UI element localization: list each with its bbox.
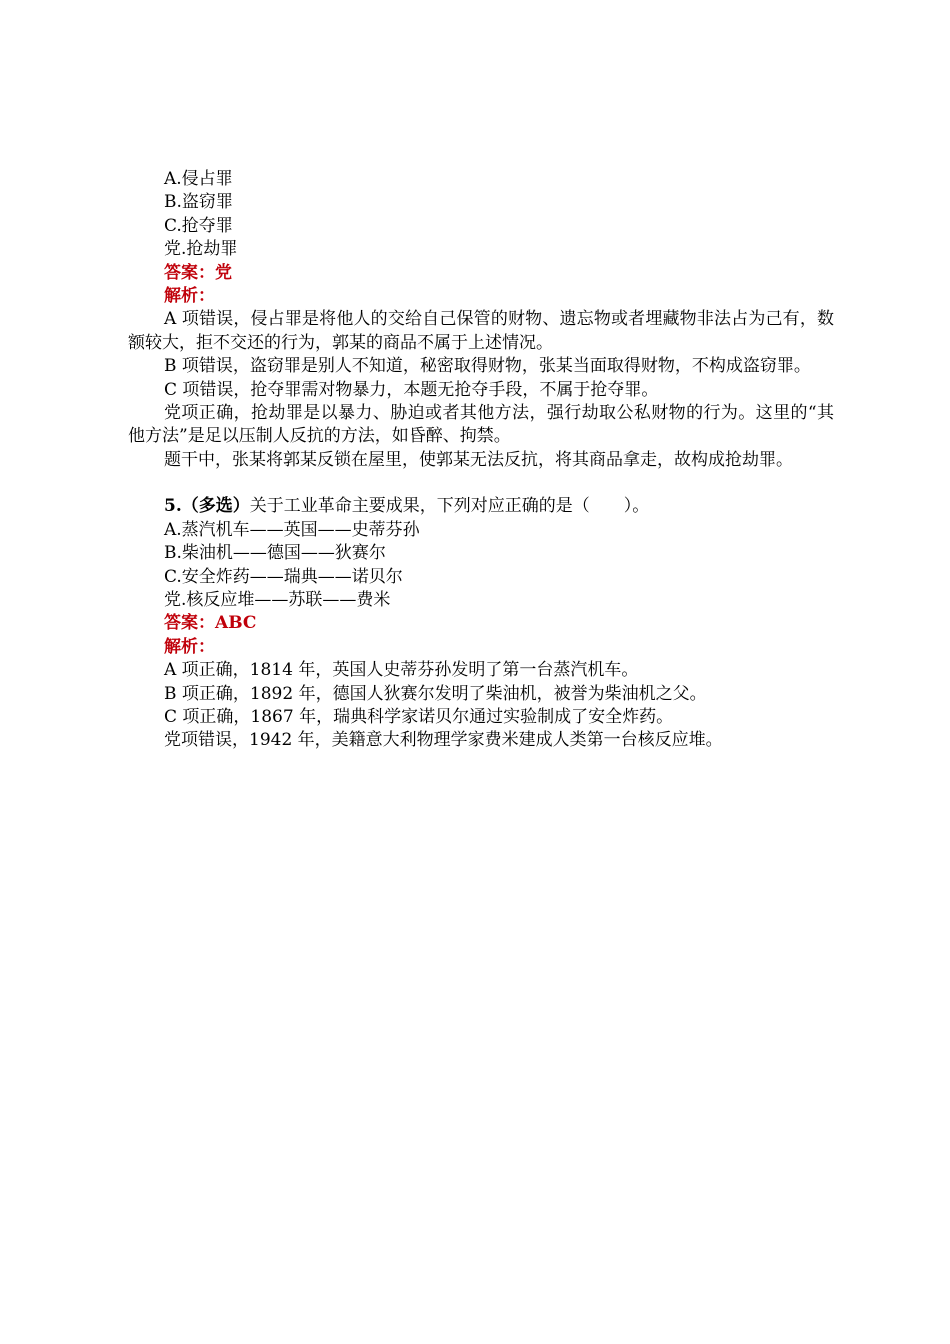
- analysis-line: A 项正确，1814 年，英国人史蒂芬孙发明了第一台蒸汽机车。: [164, 660, 639, 681]
- analysis-paragraph: A 项错误，侵占罪是将他人的交给自己保管的财物、遗忘物或者埋藏物非法占为己有，数额较大，拒不交还的行为，郭某的商品不属于上述情况。: [128, 309, 834, 353]
- option-a: A.蒸汽机车——英国——史蒂芬孙: [164, 519, 420, 540]
- question-5-stem: [128, 495, 834, 518]
- analysis-paragraph: 党项正确，抢劫罪是以暴力、胁迫或者其他方法，强行劫取公私财物的行为。这里的“其他方法”是足以压制人反抗的方法，如昏醉、拘禁。: [128, 403, 834, 447]
- question-4-options: [128, 168, 834, 262]
- analysis-line: B 项正确，1892 年，德国人狄赛尔发明了柴油机，被誉为柴油机之父。: [164, 683, 707, 704]
- analysis-paragraph: C 项错误，抢夺罪需对物暴力，本题无抢夺手段，不属于抢夺罪。: [164, 379, 659, 400]
- question-4-analysis: [128, 308, 834, 472]
- question-5-options: [128, 519, 834, 613]
- analysis-paragraph: B 项错误，盗窃罪是别人不知道，秘密取得财物，张某当面取得财物，不构成盗窃罪。: [164, 356, 811, 377]
- option-d: 党.核反应堆——苏联——费米: [164, 589, 391, 610]
- answer-label: 答案：ABC: [164, 613, 257, 634]
- section-spacer: [128, 472, 834, 495]
- option-c: C.安全炸药——瑞典——诺贝尔: [164, 566, 403, 587]
- option-b: B.盗窃罪: [164, 192, 233, 213]
- option-b: B.柴油机——德国——狄赛尔: [164, 543, 386, 564]
- question-number: 5.（多选）: [164, 496, 250, 517]
- answer-label: 答案：党: [164, 262, 232, 283]
- analysis-line: C 项正确，1867 年，瑞典科学家诺贝尔通过实验制成了安全炸药。: [164, 706, 674, 727]
- option-a: A.侵占罪: [164, 169, 233, 189]
- question-5-analysis: [128, 659, 834, 753]
- document-page: [128, 168, 834, 753]
- analysis-line: 党项错误，1942 年，美籍意大利物理学家费米建成人类第一台核反应堆。: [164, 730, 723, 751]
- option-d: 党.抢劫罪: [164, 239, 238, 260]
- analysis-label: 解析：: [164, 286, 215, 307]
- analysis-paragraph: 题干中，张某将郭某反锁在屋里，使郭某无法反抗，将其商品拿走，故构成抢劫罪。: [164, 449, 793, 470]
- question-text: 关于工业革命主要成果，下列对应正确的是（ ）。: [249, 496, 650, 517]
- option-c: C.抢夺罪: [164, 215, 233, 236]
- analysis-label: 解析：: [164, 636, 215, 657]
